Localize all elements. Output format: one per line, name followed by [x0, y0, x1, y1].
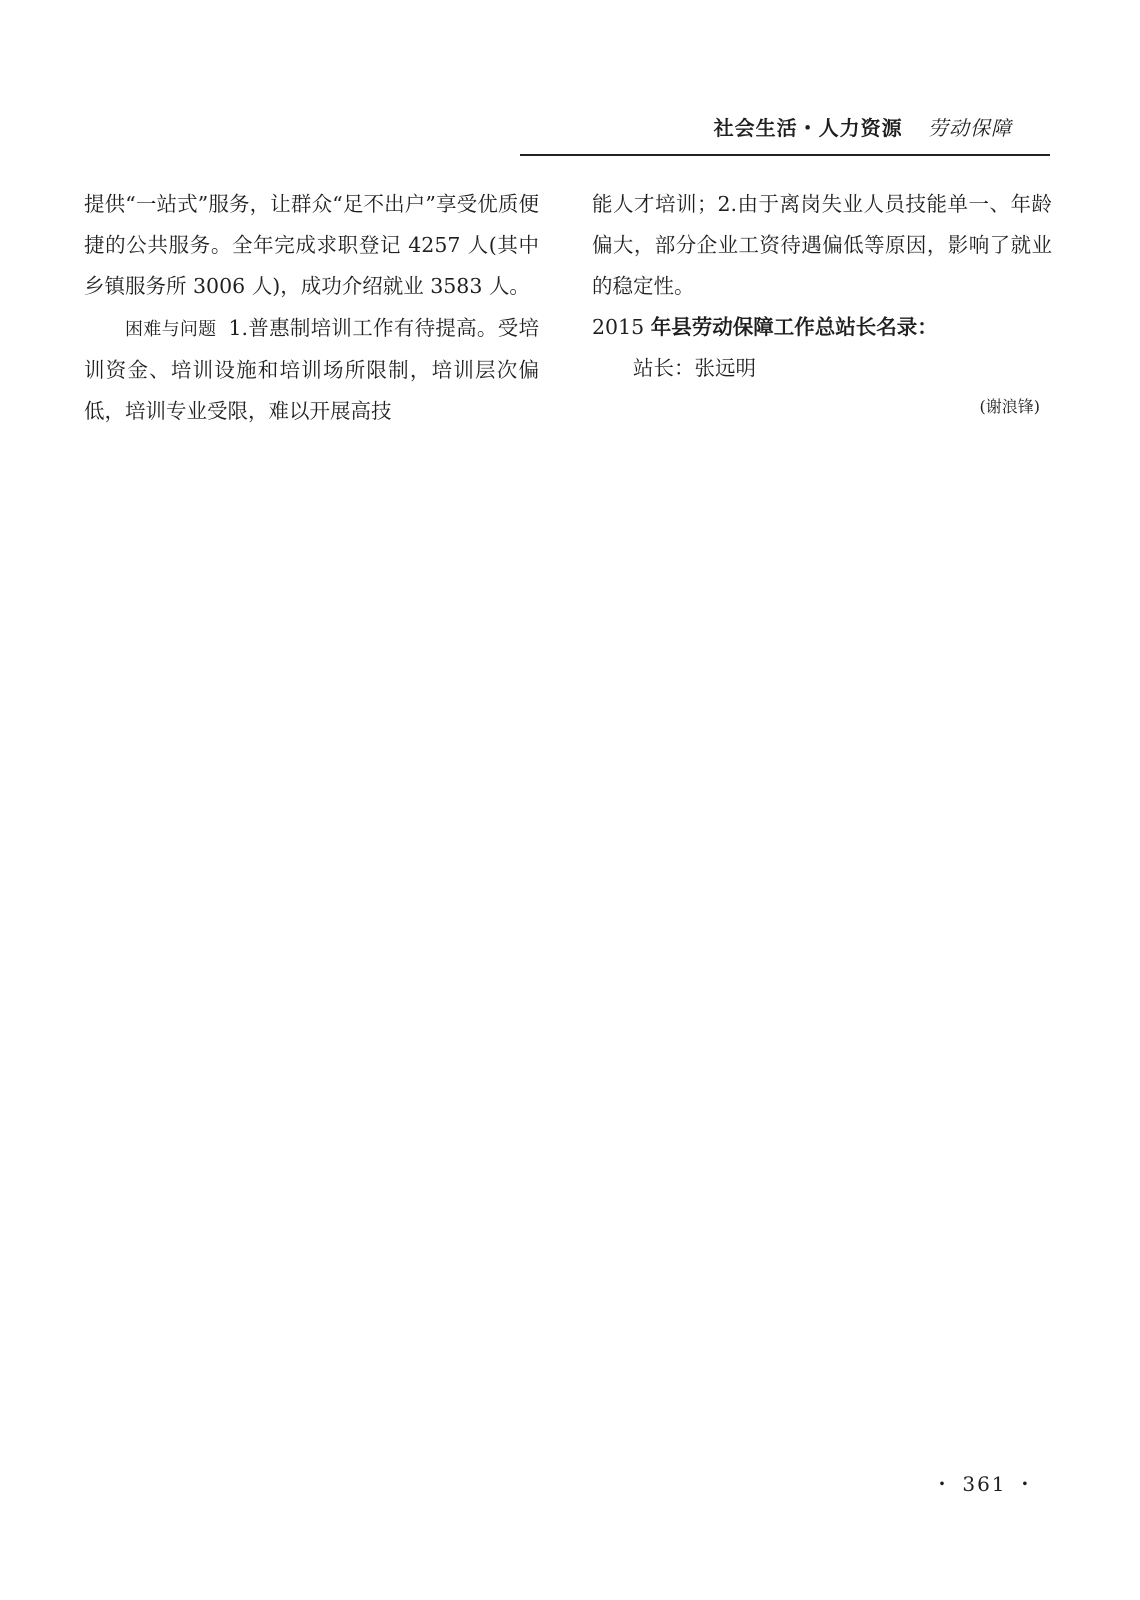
left-column [84, 184, 539, 432]
staff-list-heading: 年县劳动保障工作总站长名录： [650, 315, 938, 339]
staff-list-year: 2015 [592, 315, 645, 339]
staff-list-title [592, 307, 1052, 348]
section-term: 困难与问题 [125, 319, 217, 340]
staff-list-entry: 站长：张远明 [633, 356, 756, 380]
paragraph-continuation: 能人才培训；2.由于离岗失业人员技能单一、年龄偏大，部分企业工资待遇偏低等原因，影响了就业的稳定性。 [592, 192, 1052, 298]
paragraph-service: 提供“一站式”服务，让群众“足不出户”享受优质便捷的公共服务。全年完成求职登记 4257 人(其中乡镇服务所 3006 人)，成功介绍就业 3583 人。 [84, 192, 539, 298]
right-column [592, 184, 1052, 421]
problems-text: 1.普惠制培训工作有待提高。受培训资金、培训设施和培训场所限制，培训层次偏低，培训专业受限，难以开展高技 [84, 316, 540, 423]
paragraph-problems [84, 308, 539, 432]
header-section: 社会生活・人力资源 [713, 116, 903, 140]
running-header [520, 108, 1050, 156]
page-number: ・ 361 ・ [932, 1472, 1037, 1496]
header-subsection: 劳动保障 [928, 116, 1012, 140]
header-text [714, 112, 1012, 141]
author-credit: (谢浪锋) [979, 397, 1040, 416]
